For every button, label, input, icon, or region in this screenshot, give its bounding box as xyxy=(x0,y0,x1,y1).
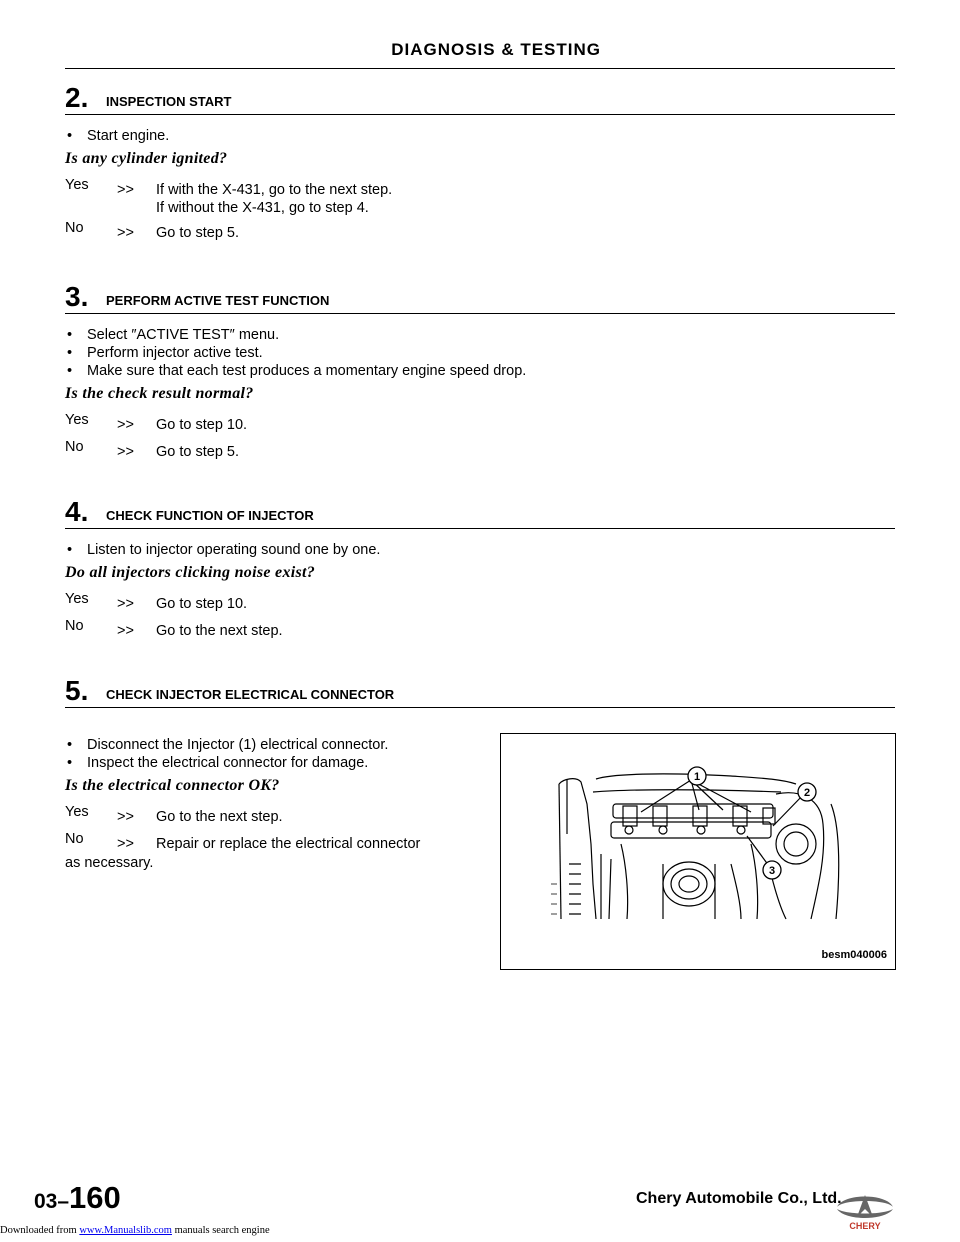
page-number-value: 160 xyxy=(69,1180,121,1215)
download-footer xyxy=(0,1225,270,1236)
step-number: 4. xyxy=(65,496,89,527)
answer-text: If without the X-431, go to step 4. xyxy=(156,200,369,216)
answer-yes xyxy=(65,177,895,217)
list-item: • Select ″ACTIVE TEST″ menu. xyxy=(65,326,895,344)
list-item: • Listen to injector operating sound one by one. xyxy=(65,541,895,559)
list-item: • Start engine. xyxy=(65,127,895,145)
answer-text: Go to the next step. xyxy=(156,809,283,825)
step-title: CHECK INJECTOR ELECTRICAL CONNECTOR xyxy=(106,687,395,702)
answer-text: Go to step 10. xyxy=(156,417,248,433)
step-4 xyxy=(65,496,895,640)
svg-text:2: 2 xyxy=(803,787,811,799)
bullet-list xyxy=(65,127,895,145)
answer-text: Go to the next step. xyxy=(156,623,283,639)
answer-key: Yes xyxy=(65,591,89,607)
step-title: PERFORM ACTIVE TEST FUNCTION xyxy=(106,293,330,308)
answer-yes xyxy=(65,412,895,434)
step-heading xyxy=(65,496,895,529)
question: Is any cylinder ignited? xyxy=(65,150,228,167)
answer-no xyxy=(65,618,895,640)
answer-key: Yes xyxy=(65,177,89,193)
question: Is the check result normal? xyxy=(65,385,254,402)
answer-continuation: as necessary. xyxy=(65,855,154,871)
callout-3 xyxy=(763,861,781,879)
answer-arrow: >> xyxy=(117,623,134,639)
answer-text: Repair or replace the electrical connector xyxy=(156,836,421,852)
answer-text: Go to step 5. xyxy=(156,444,240,460)
list-item: • Perform injector active test. xyxy=(65,344,895,362)
page-prefix: 03– xyxy=(34,1190,70,1213)
question: Do all injectors clicking noise exist? xyxy=(65,564,316,581)
manualslib-link[interactable]: www.Manualslib.com xyxy=(79,1225,172,1236)
list-item: • Inspect the electrical connector for damage. xyxy=(65,754,895,772)
step-3 xyxy=(65,281,895,461)
answer-arrow: >> xyxy=(117,225,134,241)
answer-arrow: >> xyxy=(117,809,134,825)
engine-figure xyxy=(500,733,896,970)
chery-logo-icon xyxy=(833,1187,897,1231)
list-item: • Make sure that each test produces a momentary engine speed drop. xyxy=(65,362,895,380)
bullet-list xyxy=(65,541,895,559)
answer-key: No xyxy=(65,439,84,455)
answer-arrow: >> xyxy=(117,417,134,433)
bullet-list xyxy=(65,326,895,380)
step-heading xyxy=(65,675,895,708)
svg-text:3: 3 xyxy=(768,865,776,877)
callout-1 xyxy=(688,767,706,785)
step-title: CHECK FUNCTION OF INJECTOR xyxy=(106,508,314,523)
list-item: • Disconnect the Injector (1) electrical connector. xyxy=(65,736,895,754)
page-number xyxy=(34,1180,121,1216)
svg-text:1: 1 xyxy=(693,771,701,783)
company-name: Chery Automobile Co., Ltd. xyxy=(636,1190,842,1207)
answer-key: No xyxy=(65,220,84,236)
footer-prefix: Downloaded from xyxy=(0,1225,77,1236)
answer-key: Yes xyxy=(65,412,89,428)
step-number: 3. xyxy=(65,281,89,312)
callout-2 xyxy=(798,783,816,801)
step-heading xyxy=(65,281,895,314)
answer-arrow: >> xyxy=(117,444,134,460)
step-number: 5. xyxy=(65,675,89,706)
answer-key: No xyxy=(65,831,84,847)
page-title: DIAGNOSIS & TESTING xyxy=(391,40,601,59)
answer-arrow: >> xyxy=(117,596,134,612)
question: Is the electrical connector OK? xyxy=(65,777,280,794)
figure-caption: besm040006 xyxy=(821,949,887,961)
answer-text: If with the X-431, go to the next step. xyxy=(156,182,393,198)
answer-key: No xyxy=(65,618,84,634)
chery-logo xyxy=(833,1187,897,1236)
answer-no xyxy=(65,439,895,461)
answer-yes xyxy=(65,591,895,613)
step-number: 2. xyxy=(65,82,89,113)
page-header xyxy=(65,40,895,69)
footer-suffix: manuals search engine xyxy=(174,1225,270,1236)
answer-arrow: >> xyxy=(117,182,134,198)
engine-illustration xyxy=(501,734,895,969)
answer-key: Yes xyxy=(65,804,89,820)
answer-no xyxy=(65,220,895,242)
answer-text: Go to step 5. xyxy=(156,225,240,241)
step-2 xyxy=(65,82,895,242)
answer-arrow: >> xyxy=(117,836,134,852)
svg-text:CHERY: CHERY xyxy=(849,1221,881,1231)
answer-text: Go to step 10. xyxy=(156,596,248,612)
step-heading xyxy=(65,82,895,115)
step-title: INSPECTION START xyxy=(106,94,232,109)
